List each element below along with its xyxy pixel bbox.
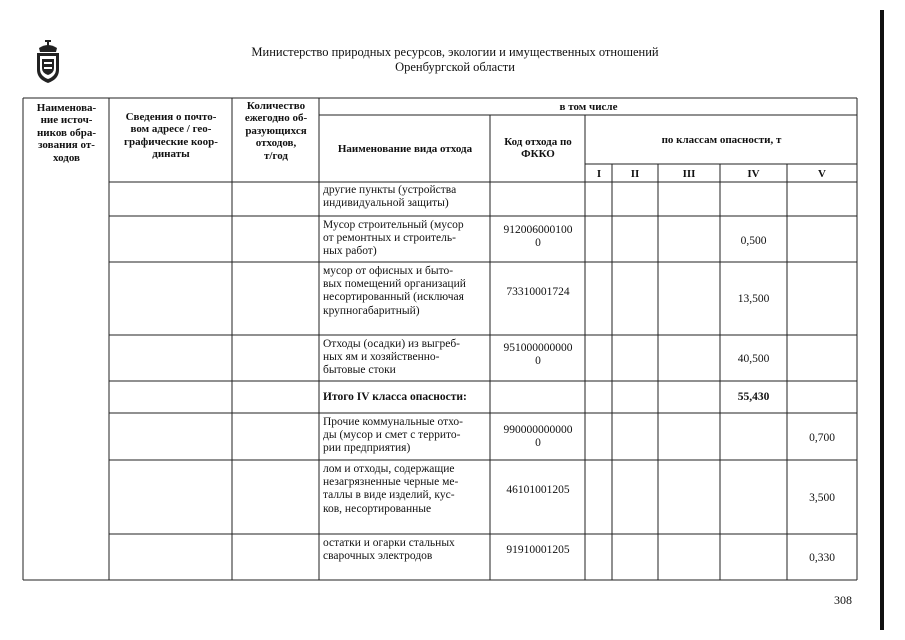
table-row-name: остатки и огарки стальных сварочных электродов <box>323 537 455 563</box>
page-number: 308 <box>834 593 852 607</box>
table-row-code: 46101001205 <box>506 484 570 496</box>
table-row-class-iv: 13,500 <box>737 293 770 305</box>
table-row-code: 990000000000 0 <box>503 424 573 450</box>
table-row-code: 91910001205 <box>506 544 570 556</box>
header-including: в том числе <box>559 101 618 113</box>
table-row-code: 912006000100 0 <box>503 224 573 250</box>
class-header-i: I <box>596 168 602 180</box>
header-address: Сведения о почто- вом адресе / гео- графические коор- динаты <box>124 111 218 161</box>
table-row-class-v: 0,700 <box>809 432 835 444</box>
header-by-class: по классам опасности, т <box>661 134 782 146</box>
header-code: Код отхода по ФККО <box>504 136 572 161</box>
table-row-code: 951000000000 0 <box>503 342 573 368</box>
table-row-class-iv: 0,500 <box>740 235 767 247</box>
table-row-name: Отходы (осадки) из выгреб- ных ям и хозяйственно- бытовые стоки <box>323 338 461 377</box>
class-header-v: V <box>818 168 826 180</box>
header-region: Оренбургской области <box>395 60 515 74</box>
table-row-name: Мусор строительный (мусор от ремонтных и строитель- ных работ) <box>323 219 464 258</box>
table-row-class-v: 0,330 <box>809 552 835 564</box>
header-quantity: Количество ежегодно об- разующихся отходов, т/год <box>244 100 308 162</box>
total-class-iv-label: Итого IV класса опасности: <box>323 391 467 403</box>
header-source: Наименова- ние источ- ников обра- зования от- ходов <box>36 102 97 164</box>
table-row-name: мусор от офисных и быто- вых помещений организаций несортированный (исключая крупногабаритный) <box>323 265 466 317</box>
total-class-iv-value: 55,430 <box>737 391 770 403</box>
table-row-class-v: 3,500 <box>809 492 835 504</box>
class-header-iii: III <box>682 168 696 180</box>
header-ministry: Министерство природных ресурсов, экологии и имущественных отношений <box>251 45 659 59</box>
class-header-ii: II <box>630 168 640 180</box>
class-header-iv: IV <box>747 168 760 180</box>
table-row-name: Прочие коммунальные отхо- ды (мусор и смет с террито- рии предприятия) <box>323 416 463 455</box>
table-row-class-iv: 40,500 <box>737 353 770 365</box>
table-row-name: лом и отходы, содержащие незагрязненные черные ме- таллы в виде изделий, кус- ков, несортированные <box>323 463 459 515</box>
table-row-code: 73310001724 <box>506 286 570 298</box>
table-row-name: другие пункты (устройства индивидуальной защиты) <box>323 184 457 210</box>
header-waste-name: Наименование вида отхода <box>337 143 473 155</box>
